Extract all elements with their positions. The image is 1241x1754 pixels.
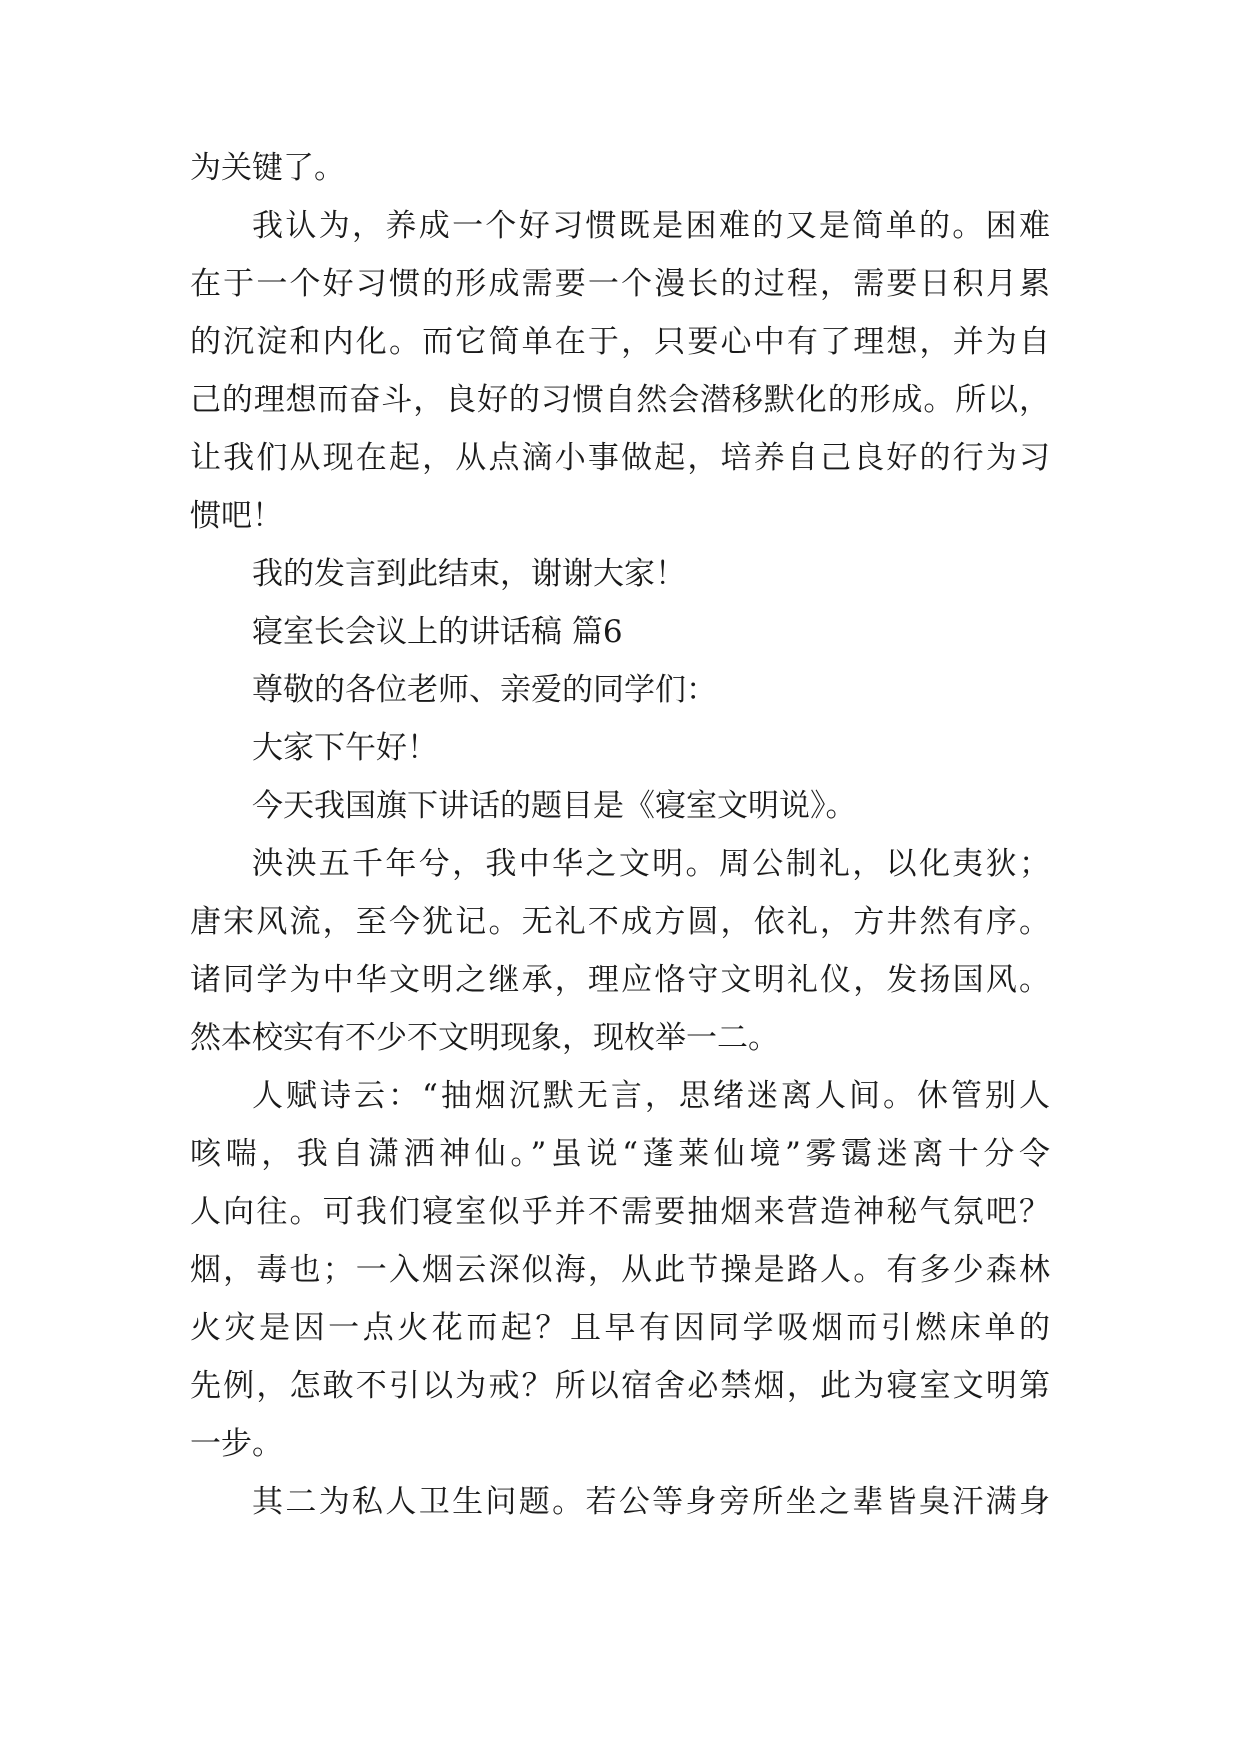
text-line: 惯吧！ (190, 498, 283, 534)
text-line: 今天我国旗下讲话的题目是《寝室文明说》。 (252, 788, 857, 824)
text-line: 一步。 (190, 1426, 283, 1462)
text-line: 然本校实有不少不文明现象，现枚举一二。 (190, 1020, 779, 1056)
text-line: 先例，怎敢不引以为戒？所以宿舍必禁烟，此为寝室文明第 (190, 1368, 1050, 1404)
text-line: 己的理想而奋斗，良好的习惯自然会潜移默化的形成。所以， (190, 382, 1050, 418)
text-line: 我的发言到此结束，谢谢大家！ (252, 556, 686, 592)
text-line: 泱泱五千年兮，我中华之文明。周公制礼，以化夷狄； (252, 846, 1050, 882)
text-line: 的沉淀和内化。而它简单在于，只要心中有了理想，并为自 (190, 324, 1050, 360)
text-line: 火灾是因一点火花而起？且早有因同学吸烟而引燃床单的 (190, 1310, 1050, 1346)
text-line: 人赋诗云：“抽烟沉默无言，思绪迷离人间。休管别人 (252, 1078, 1050, 1114)
text-line: 咳喘，我自潇洒神仙。”虽说“蓬莱仙境”雾霭迷离十分令 (190, 1136, 1050, 1172)
text-line: 烟，毒也；一入烟云深似海，从此节操是路人。有多少森林 (190, 1252, 1050, 1288)
text-line: 其二为私人卫生问题。若公等身旁所坐之辈皆臭汗满身 (252, 1484, 1050, 1520)
text-line: 尊敬的各位老师、亲爱的同学们： (252, 672, 717, 708)
text-line: 诸同学为中华文明之继承，理应恪守文明礼仪，发扬国风。 (190, 962, 1050, 998)
text-line: 人向往。可我们寝室似乎并不需要抽烟来营造神秘气氛吧？ (190, 1194, 1050, 1230)
section-heading: 寝室长会议上的讲话稿 篇6 (252, 614, 623, 650)
text-line: 让我们从现在起，从点滴小事做起，培养自己良好的行为习 (190, 440, 1050, 476)
text-line: 在于一个好习惯的形成需要一个漫长的过程，需要日积月累 (190, 266, 1050, 302)
text-line: 为关键了。 (190, 150, 345, 186)
text-line: 唐宋风流，至今犹记。无礼不成方圆，依礼，方井然有序。 (190, 904, 1050, 940)
text-line: 我认为，养成一个好习惯既是困难的又是简单的。困难 (252, 208, 1050, 244)
text-line: 大家下午好！ (252, 730, 438, 766)
